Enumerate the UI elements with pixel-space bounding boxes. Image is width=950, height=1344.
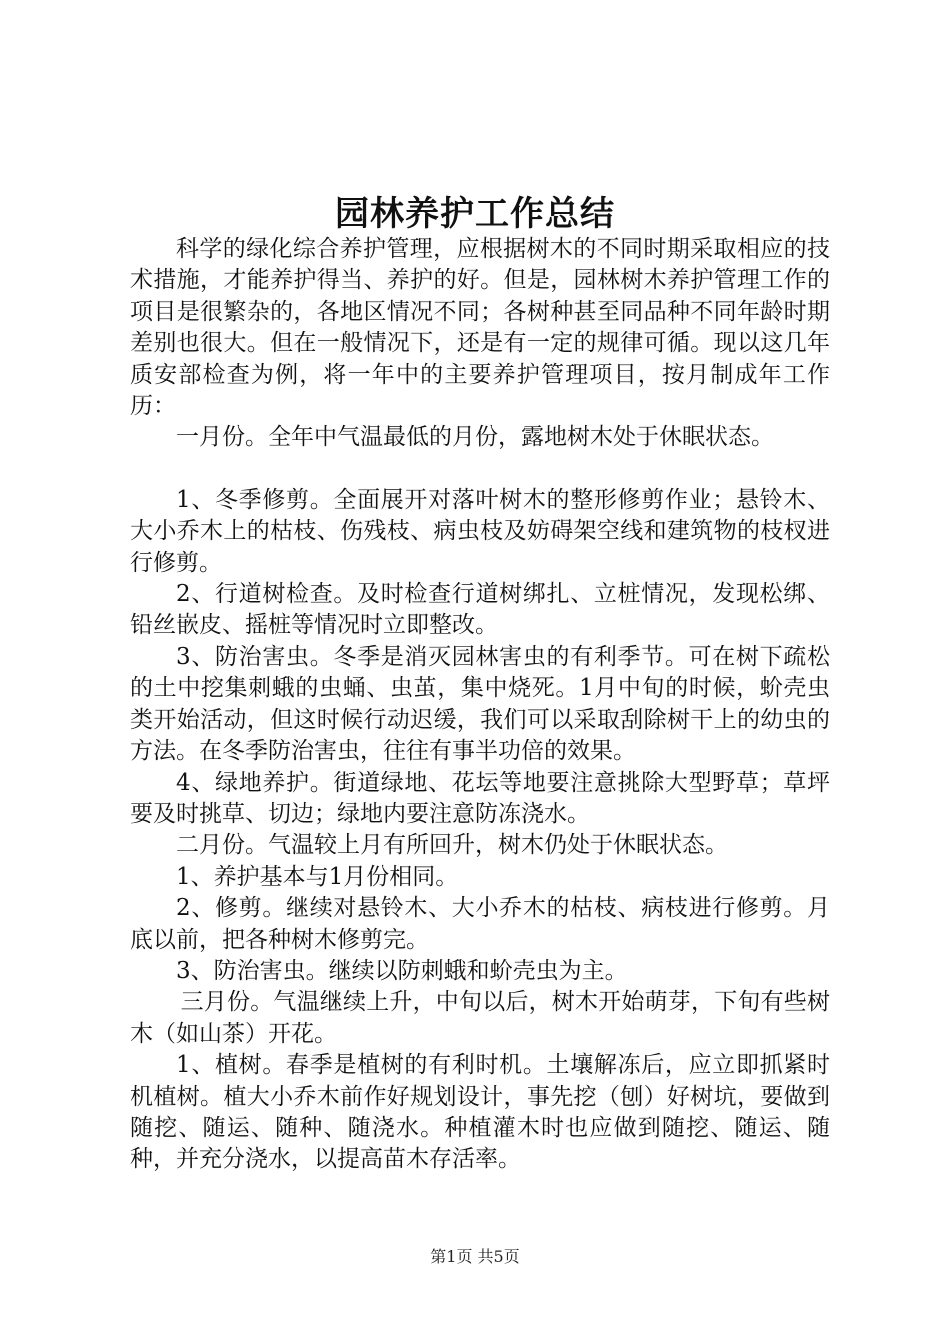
list-item: 1、植树。春季是植树的有利时机。土壤解冻后，应立即抓紧时机植树。植大小乔木前作好规划设计，事先挖（刨）好树坑，要做到随挖、随运、随种、随浇水。种植灌木时也应做到随挖、随运、随种，并充分浇水，以提高苗木存活率。 xyxy=(130,1052,830,1173)
list-item: 4、绿地养护。街道绿地、花坛等地要注意挑除大型野草；草坪要及时挑草、切边；绿地内要注意防冻浇水。 xyxy=(130,769,830,827)
month-heading-january: 一月份。全年中气温最低的月份，露地树木处于休眠状态。 xyxy=(176,424,774,451)
list-item: 2、修剪。继续对悬铃木、大小乔木的枯枝、病枝进行修剪。月底以前，把各种树木修剪完。 xyxy=(130,895,830,953)
page-title: 园林养护工作总结 xyxy=(335,194,615,234)
page-footer: 第1页 共5页 xyxy=(430,1247,520,1266)
month-heading-february: 二月份。气温较上月有所回升，树木仍处于休眠状态。 xyxy=(176,832,728,859)
list-item: 3、防治害虫。冬季是消灭园林害虫的有利季节。可在树下疏松的土中挖集刺蛾的虫蛹、虫茧，集中烧死。1月中旬的时候，蚧壳虫类开始活动，但这时候行动迟缓，我们可以采取刮除树干上的幼虫的方法。在冬季防治害虫，往往有事半功倍的效果。 xyxy=(130,643,830,765)
document-body xyxy=(130,234,830,1176)
month-heading-march: 三月份。气温继续上升，中旬以后，树木开始萌芽，下旬有些树木（如山茶）开花。 xyxy=(130,989,830,1047)
list-item: 1、养护基本与1月份相同。 xyxy=(176,863,459,890)
blank-line xyxy=(130,454,830,485)
list-item: 3、防治害虫。继续以防刺蛾和蚧壳虫为主。 xyxy=(176,957,628,984)
list-item: 2、行道树检查。及时检查行道树绑扎、立桩情况，发现松绑、铅丝嵌皮、摇桩等情况时立即整改。 xyxy=(130,581,830,639)
list-item: 1、冬季修剪。全面展开对落叶树木的整形修剪作业；悬铃木、大小乔木上的枯枝、伤残枝、病虫枝及妨碍架空线和建筑物的枝杈进行修剪。 xyxy=(130,486,830,576)
intro-paragraph: 科学的绿化综合养护管理，应根据树木的不同时期采取相应的技术措施，才能养护得当、养护的好。但是，园林树木养护管理工作的项目是很繁杂的，各地区情况不同；各树种甚至同品种不同年龄时期差别也很大。但在一般情况下，还是有一定的规律可循。现以这几年质安部检查为例，将一年中的主要养护管理项目，按月制成年工作历： xyxy=(130,236,830,420)
